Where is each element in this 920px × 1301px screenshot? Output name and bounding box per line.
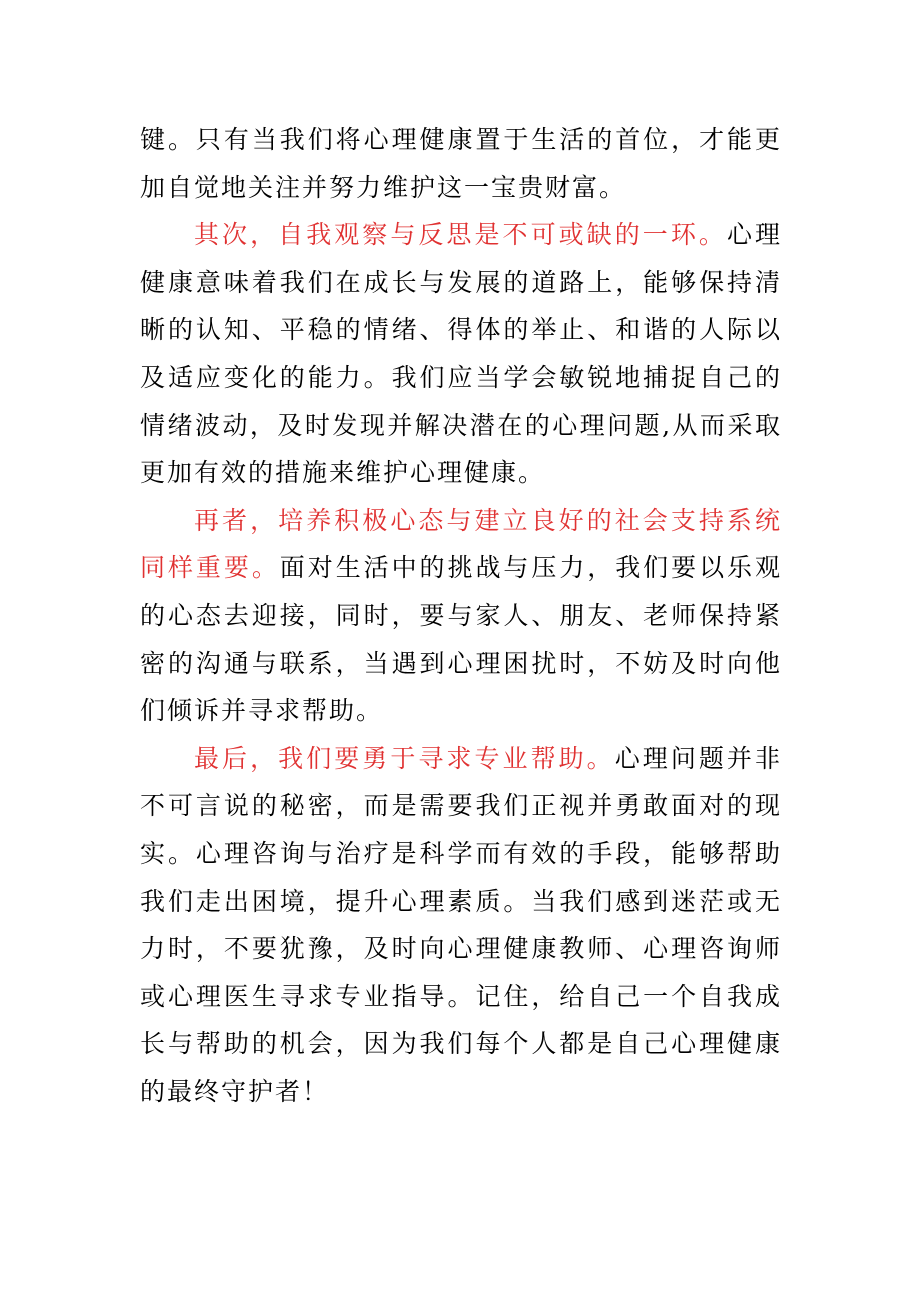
paragraph-lead: 再者，培养积极心态与建立良好的社会支持系统同样重要。 bbox=[140, 505, 782, 583]
paragraph-self-reflection bbox=[140, 211, 782, 497]
paragraph-text: 键。只有当我们将心理健康置于生活的首位，才能更加自觉地关注并努力维护这一宝贵财富。 bbox=[140, 125, 782, 202]
paragraph-lead: 其次，自我观察与反思是不可或缺的一环。 bbox=[194, 220, 727, 250]
paragraph-professional-help bbox=[140, 735, 782, 1116]
paragraph-lead: 最后，我们要勇于寻求专业帮助。 bbox=[194, 743, 615, 773]
paragraph-text: 面对生活中的挑战与压力，我们要以乐观的心态去迎接，同时，要与家人、朋友、老师保持紧密的沟通与联系，当遇到心理困扰时，不妨及时向他们倾诉并寻求帮助。 bbox=[140, 553, 782, 726]
paragraph-continuation bbox=[140, 116, 782, 211]
paragraph-text: 心理健康意味着我们在成长与发展的道路上，能够保持清晰的认知、平稳的情绪、得体的举止、和谐的人际以及适应变化的能力。我们应当学会敏锐地捕捉自己的情绪波动，及时发现并解决潜在的心理问题,从而采取更加有效的措施来维护心理健康。 bbox=[140, 220, 782, 488]
document-body bbox=[140, 116, 782, 1115]
paragraph-positive-attitude bbox=[140, 497, 782, 735]
paragraph-text: 心理问题并非不可言说的秘密，而是需要我们正视并勇敢面对的现实。心理咨询与治疗是科学而有效的手段，能够帮助我们走出困境，提升心理素质。当我们感到迷茫或无力时，不要犹豫，及时向心理健康教师、心理咨询师或心理医生寻求专业指导。记住，给自己一个自我成长与帮助的机会，因为我们每个人都是自己心理健康的最终守护者！ bbox=[140, 743, 782, 1106]
